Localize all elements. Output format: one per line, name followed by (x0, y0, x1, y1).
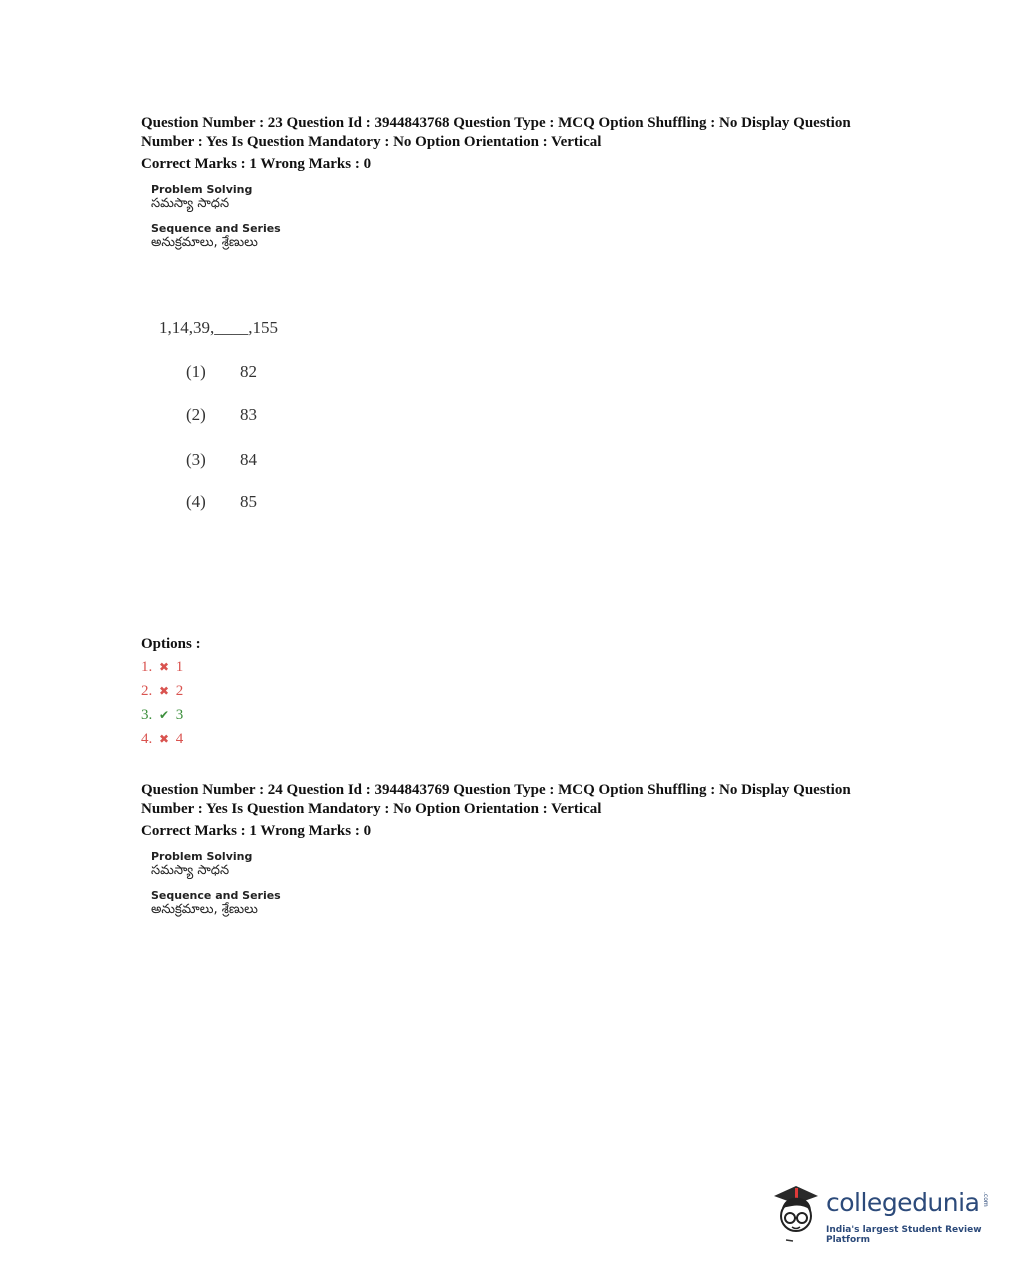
question-marks: Correct Marks : 1 Wrong Marks : 0 (141, 156, 372, 172)
answer-option-2 (141, 683, 183, 700)
logo-suffix: .com (982, 1192, 989, 1207)
answer-option-1 (141, 659, 183, 676)
subtopic-english: Sequence and Series (151, 889, 281, 902)
subtopic-telugu: అనుక్రమాలు, శ్రేణులు (151, 235, 258, 250)
answer-index: 2. (141, 683, 153, 699)
choice-number: (2) (186, 405, 206, 424)
answer-label: 2 (175, 683, 184, 699)
check-icon: ✔ (158, 708, 170, 722)
choice-value: 84 (240, 450, 257, 469)
answer-option-3 (141, 707, 183, 724)
question-24-header (141, 781, 911, 841)
answer-label: 4 (175, 731, 184, 747)
question-23-header (141, 114, 911, 174)
choice-1 (186, 362, 257, 382)
question-header-line2: Number : Yes Is Question Mandatory : No Option Orientation : Vertical (141, 133, 602, 150)
choice-4 (186, 492, 257, 512)
options-title: Options : (141, 636, 201, 652)
choice-2 (186, 405, 257, 425)
question-header-line2: Number : Yes Is Question Mandatory : No Option Orientation : Vertical (141, 800, 602, 817)
question-23-topics (151, 183, 281, 253)
choice-3 (186, 450, 257, 470)
answer-index: 4. (141, 731, 153, 747)
choice-number: (1) (186, 362, 206, 381)
logo-brand: collegedunia (826, 1188, 980, 1217)
answer-index: 3. (141, 707, 153, 723)
topic-english: Problem Solving (151, 183, 253, 196)
mascot-icon (766, 1178, 824, 1248)
question-sequence: 1,14,39,____,155 (159, 318, 278, 337)
choice-number: (3) (186, 450, 206, 469)
answer-index: 1. (141, 659, 153, 675)
collegedunia-logo (766, 1178, 996, 1248)
cross-icon: ✖ (158, 660, 170, 674)
choice-value: 85 (240, 492, 257, 511)
question-24-topics (151, 850, 281, 920)
topic-english: Problem Solving (151, 850, 253, 863)
answer-option-4 (141, 731, 183, 748)
logo-tagline: India's largest Student Review Platform (826, 1225, 982, 1245)
subtopic-english: Sequence and Series (151, 222, 281, 235)
cross-icon: ✖ (158, 684, 170, 698)
question-marks: Correct Marks : 1 Wrong Marks : 0 (141, 823, 372, 839)
cross-icon: ✖ (158, 732, 170, 746)
choice-value: 82 (240, 362, 257, 381)
answer-label: 1 (175, 659, 184, 675)
choice-value: 83 (240, 405, 257, 424)
question-header-line1: Question Number : 23 Question Id : 3944843768 Question Type : MCQ Option Shuffling : No Display Question (141, 115, 851, 131)
choice-number: (4) (186, 492, 206, 511)
answer-label: 3 (175, 707, 184, 723)
subtopic-telugu: అనుక్రమాలు, శ్రేణులు (151, 902, 258, 917)
topic-telugu: సమస్యా సాధన (151, 863, 230, 878)
question-header-line1: Question Number : 24 Question Id : 3944843769 Question Type : MCQ Option Shuffling : No Display Question (141, 782, 851, 798)
topic-telugu: సమస్యా సాధన (151, 196, 230, 211)
